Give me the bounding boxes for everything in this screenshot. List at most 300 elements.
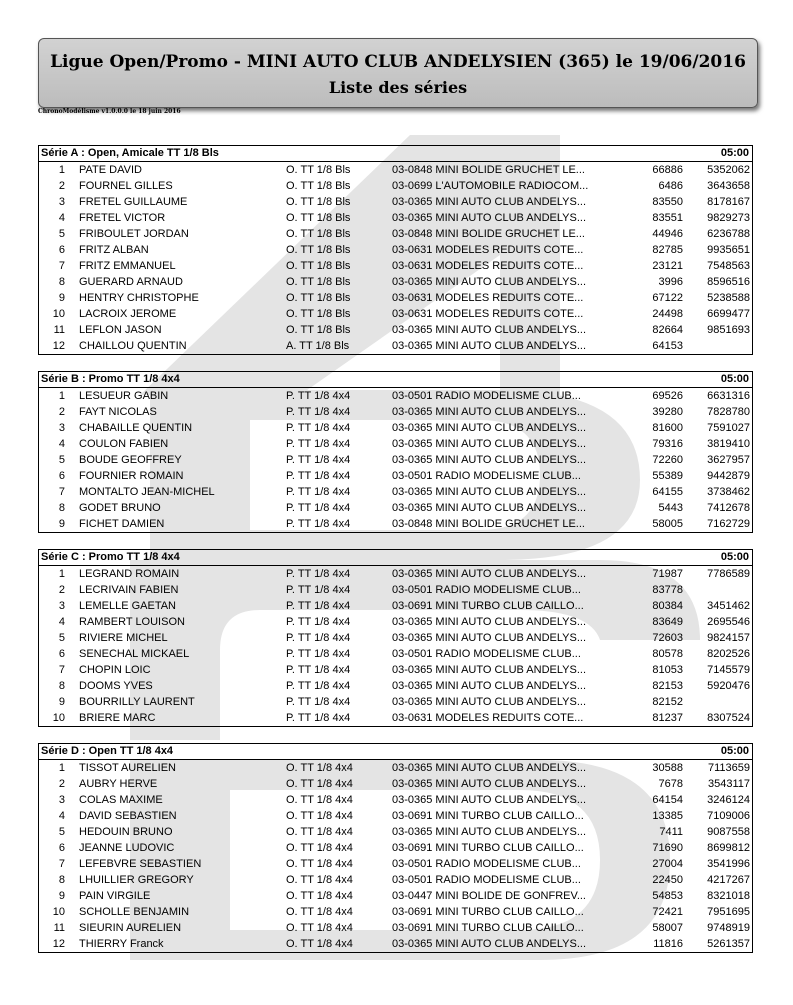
pilot-number: 1	[58, 762, 65, 774]
serie-table	[38, 549, 753, 727]
table-row	[39, 194, 752, 210]
transponder-number: 79316	[652, 438, 683, 450]
licence-number: 6699477	[707, 308, 750, 320]
transponder-number: 44946	[652, 228, 683, 240]
pilot-name: JEANNE LUDOVIC	[79, 842, 175, 854]
table-row	[39, 662, 752, 678]
pilot-number: 7	[58, 858, 65, 870]
serie-time: 05:00	[720, 373, 749, 385]
transponder-number: 83778	[652, 584, 683, 596]
pilot-name: MONTALTO JEAN-MICHEL	[79, 486, 215, 498]
pilot-category: O. TT 1/8 Bls	[286, 308, 351, 320]
table-row	[39, 856, 752, 872]
table-row	[39, 162, 752, 178]
pilot-number: 5	[58, 228, 65, 240]
pilot-category: P. TT 1/8 4x4	[286, 664, 351, 676]
pilot-name: PAIN VIRGILE	[79, 890, 151, 902]
transponder-number: 81237	[652, 712, 683, 724]
transponder-number: 82152	[652, 696, 683, 708]
pilot-category: O. TT 1/8 4x4	[286, 938, 353, 950]
transponder-number: 24498	[652, 308, 683, 320]
pilot-club: 03-0365 MINI AUTO CLUB ANDELYS...	[392, 454, 587, 466]
table-row	[39, 872, 752, 888]
pilot-club: 03-0501 RADIO MODELISME CLUB...	[392, 874, 581, 886]
pilot-number: 4	[58, 616, 65, 628]
pilot-name: DAVID SEBASTIEN	[79, 810, 177, 822]
table-row	[39, 306, 752, 322]
pilot-name: FOURNIER ROMAIN	[79, 470, 184, 482]
pilot-club: 03-0365 MINI AUTO CLUB ANDELYS...	[392, 616, 587, 628]
table-row	[39, 776, 752, 792]
pilot-number: 6	[58, 842, 65, 854]
transponder-number: 80384	[652, 600, 683, 612]
pilot-name: LESUEUR GABIN	[79, 390, 169, 402]
table-row	[39, 920, 752, 936]
pilot-category: P. TT 1/8 4x4	[286, 422, 351, 434]
pilot-name: TISSOT AURELIEN	[79, 762, 176, 774]
pilot-name: LEFLON JASON	[79, 324, 162, 336]
licence-number: 9935651	[707, 244, 750, 256]
table-row	[39, 840, 752, 856]
page-title: Ligue Open/Promo - MINI AUTO CLUB ANDELYSIEN (365) le 19/06/2016	[50, 52, 746, 72]
licence-number: 7548563	[707, 260, 750, 272]
pilot-category: O. TT 1/8 Bls	[286, 260, 351, 272]
pilot-name: FRITZ ALBAN	[79, 244, 149, 256]
pilot-club: 03-0501 RADIO MODELISME CLUB...	[392, 858, 581, 870]
pilot-name: BRIERE MARC	[79, 712, 156, 724]
serie-header	[39, 146, 752, 162]
pilot-club: 03-0365 MINI AUTO CLUB ANDELYS...	[392, 680, 587, 692]
pilot-name: RIVIERE MICHEL	[79, 632, 168, 644]
licence-number: 9824157	[707, 632, 750, 644]
serie-header	[39, 372, 752, 388]
pilot-category: P. TT 1/8 4x4	[286, 470, 351, 482]
table-row	[39, 500, 752, 516]
pilot-number: 5	[58, 454, 65, 466]
transponder-number: 39280	[652, 406, 683, 418]
pilot-category: P. TT 1/8 4x4	[286, 584, 351, 596]
licence-number: 5920476	[707, 680, 750, 692]
table-row	[39, 566, 752, 582]
pilot-number: 4	[58, 438, 65, 450]
pilot-club: 03-0631 MODELES REDUITS COTE...	[392, 260, 584, 272]
pilot-number: 3	[58, 600, 65, 612]
pilot-category: P. TT 1/8 4x4	[286, 486, 351, 498]
table-row	[39, 582, 752, 598]
pilot-number: 9	[58, 292, 65, 304]
table-row	[39, 808, 752, 824]
transponder-number: 82785	[652, 244, 683, 256]
licence-number: 3627957	[707, 454, 750, 466]
transponder-number: 82153	[652, 680, 683, 692]
transponder-number: 58005	[652, 518, 683, 530]
pilot-number: 3	[58, 794, 65, 806]
pilot-category: O. TT 1/8 Bls	[286, 212, 351, 224]
pilot-name: LEFEBVRE SEBASTIEN	[79, 858, 202, 870]
licence-number: 2695546	[707, 616, 750, 628]
pilot-club: 03-0365 MINI AUTO CLUB ANDELYS...	[392, 486, 587, 498]
pilot-club: 03-0447 MINI BOLIDE DE GONFREV...	[392, 890, 586, 902]
pilot-number: 10	[52, 906, 65, 918]
transponder-number: 69526	[652, 390, 683, 402]
transponder-number: 3996	[658, 276, 683, 288]
pilot-name: LHUILLIER GREGORY	[79, 874, 194, 886]
pilot-club: 03-0365 MINI AUTO CLUB ANDELYS...	[392, 276, 587, 288]
transponder-number: 83551	[652, 212, 683, 224]
pilot-number: 6	[58, 648, 65, 660]
pilot-name: BOURRILLY LAURENT	[79, 696, 195, 708]
table-row	[39, 888, 752, 904]
pilot-club: 03-0365 MINI AUTO CLUB ANDELYS...	[392, 438, 587, 450]
table-row	[39, 420, 752, 436]
pilot-category: O. TT 1/8 Bls	[286, 292, 351, 304]
transponder-number: 22450	[652, 874, 683, 886]
licence-number: 8596516	[707, 276, 750, 288]
pilot-club: 03-0365 MINI AUTO CLUB ANDELYS...	[392, 340, 587, 352]
pilot-category: O. TT 1/8 4x4	[286, 810, 353, 822]
page-subtitle: Liste des séries	[328, 78, 468, 97]
table-row	[39, 760, 752, 776]
pilot-name: SIEURIN AURELIEN	[79, 922, 182, 934]
transponder-number: 72421	[652, 906, 683, 918]
pilot-name: CHAILLOU QUENTIN	[79, 340, 187, 352]
pilot-category: O. TT 1/8 4x4	[286, 890, 353, 902]
transponder-number: 7411	[659, 826, 683, 838]
pilot-category: O. TT 1/8 Bls	[286, 324, 351, 336]
table-row	[39, 274, 752, 290]
licence-number: 9442879	[707, 470, 750, 482]
table-row	[39, 904, 752, 920]
pilot-category: O. TT 1/8 4x4	[286, 874, 353, 886]
pilot-club: 03-0365 MINI AUTO CLUB ANDELYS...	[392, 422, 587, 434]
pilot-category: P. TT 1/8 4x4	[286, 390, 351, 402]
pilot-club: 03-0365 MINI AUTO CLUB ANDELYS...	[392, 632, 587, 644]
pilot-category: O. TT 1/8 4x4	[286, 842, 353, 854]
pilot-name: FRITZ EMMANUEL	[79, 260, 176, 272]
pilot-club: 03-0365 MINI AUTO CLUB ANDELYS...	[392, 826, 587, 838]
pilot-name: BOUDE GEOFFREY	[79, 454, 182, 466]
pilot-number: 2	[58, 180, 65, 192]
pilot-name: SENECHAL MICKAEL	[79, 648, 190, 660]
pilot-club: 03-0365 MINI AUTO CLUB ANDELYS...	[392, 794, 587, 806]
pilot-club: 03-0631 MODELES REDUITS COTE...	[392, 292, 584, 304]
licence-number: 7113659	[707, 762, 750, 774]
pilot-category: P. TT 1/8 4x4	[286, 502, 351, 514]
pilot-club: 03-0365 MINI AUTO CLUB ANDELYS...	[392, 778, 587, 790]
table-row	[39, 824, 752, 840]
table-row	[39, 630, 752, 646]
pilot-name: COULON FABIEN	[79, 438, 169, 450]
pilot-number: 10	[52, 308, 65, 320]
transponder-number: 7678	[658, 778, 683, 790]
licence-number: 5261357	[707, 938, 750, 950]
licence-number: 7109006	[707, 810, 750, 822]
pilot-number: 4	[58, 810, 65, 822]
pilot-name: SCHOLLE BENJAMIN	[79, 906, 190, 918]
table-row	[39, 322, 752, 338]
licence-number: 7591027	[707, 422, 750, 434]
table-row	[39, 242, 752, 258]
pilot-name: DOOMS YVES	[79, 680, 153, 692]
transponder-number: 55389	[652, 470, 683, 482]
pilot-number: 7	[58, 260, 65, 272]
pilot-number: 12	[52, 938, 65, 950]
pilot-club: 03-0365 MINI AUTO CLUB ANDELYS...	[392, 568, 587, 580]
pilot-name: LACROIX JEROME	[79, 308, 177, 320]
pilot-category: O. TT 1/8 4x4	[286, 794, 353, 806]
table-row	[39, 226, 752, 242]
transponder-number: 81053	[652, 664, 683, 676]
table-row	[39, 694, 752, 710]
table-row	[39, 598, 752, 614]
transponder-number: 5443	[658, 502, 683, 514]
table-row	[39, 646, 752, 662]
table-row	[39, 484, 752, 500]
pilot-number: 1	[58, 568, 65, 580]
pilot-name: AUBRY HERVE	[79, 778, 158, 790]
pilot-category: O. TT 1/8 Bls	[286, 228, 351, 240]
pilot-name: LEGRAND ROMAIN	[79, 568, 180, 580]
pilot-club: 03-0631 MODELES REDUITS COTE...	[392, 244, 584, 256]
pilot-club: 03-0365 MINI AUTO CLUB ANDELYS...	[392, 406, 587, 418]
pilot-name: HENTRY CHRISTOPHE	[79, 292, 199, 304]
software-version: ChronoModélisme v1.0.0.0 le 18 juin 2016	[38, 108, 181, 115]
table-row	[39, 210, 752, 226]
table-row	[39, 516, 752, 532]
licence-number: 6631316	[707, 390, 750, 402]
pilot-name: GUERARD ARNAUD	[79, 276, 183, 288]
pilot-number: 7	[58, 664, 65, 676]
table-row	[39, 388, 752, 404]
pilot-number: 1	[58, 164, 65, 176]
transponder-number: 71690	[652, 842, 683, 854]
licence-number: 8321018	[707, 890, 750, 902]
transponder-number: 81600	[652, 422, 683, 434]
table-row	[39, 678, 752, 694]
serie-table	[38, 145, 753, 355]
pilot-club: 03-0691 MINI TURBO CLUB CAILLO...	[392, 810, 584, 822]
licence-number: 7412678	[707, 502, 750, 514]
pilot-club: 03-0501 RADIO MODELISME CLUB...	[392, 390, 581, 402]
licence-number: 8699812	[707, 842, 750, 854]
serie-title: Série B : Promo TT 1/8 4x4	[41, 373, 180, 385]
pilot-club: 03-0699 L'AUTOMOBILE RADIOCOM...	[392, 180, 589, 192]
table-row	[39, 452, 752, 468]
licence-number: 7786589	[707, 568, 750, 580]
pilot-number: 8	[58, 874, 65, 886]
pilot-club: 03-0365 MINI AUTO CLUB ANDELYS...	[392, 196, 587, 208]
licence-number: 7145579	[707, 664, 750, 676]
pilot-number: 2	[58, 778, 65, 790]
pilot-number: 8	[58, 276, 65, 288]
page-header	[38, 38, 758, 108]
transponder-number: 6486	[658, 180, 683, 192]
pilot-number: 3	[58, 196, 65, 208]
pilot-name: LEMELLE GAETAN	[79, 600, 176, 612]
pilot-category: P. TT 1/8 4x4	[286, 696, 351, 708]
table-row	[39, 936, 752, 952]
transponder-number: 13385	[652, 810, 683, 822]
pilot-name: PATE DAVID	[79, 164, 142, 176]
pilot-category: P. TT 1/8 4x4	[286, 568, 351, 580]
pilot-category: P. TT 1/8 4x4	[286, 680, 351, 692]
pilot-category: P. TT 1/8 4x4	[286, 712, 351, 724]
serie-time: 05:00	[720, 745, 749, 757]
table-row	[39, 290, 752, 306]
serie-header	[39, 550, 752, 566]
pilot-number: 8	[58, 680, 65, 692]
licence-number: 9851693	[707, 324, 750, 336]
pilot-number: 7	[58, 486, 65, 498]
table-row	[39, 338, 752, 354]
transponder-number: 54853	[652, 890, 683, 902]
pilot-category: A. TT 1/8 Bls	[286, 340, 350, 352]
licence-number: 3246124	[707, 794, 750, 806]
licence-number: 7951695	[707, 906, 750, 918]
pilot-club: 03-0691 MINI TURBO CLUB CAILLO...	[392, 906, 584, 918]
pilot-category: O. TT 1/8 Bls	[286, 196, 351, 208]
pilot-number: 12	[52, 340, 65, 352]
table-row	[39, 710, 752, 726]
pilot-club: 03-0365 MINI AUTO CLUB ANDELYS...	[392, 212, 587, 224]
licence-number: 8202526	[707, 648, 750, 660]
licence-number: 9829273	[707, 212, 750, 224]
pilot-number: 1	[58, 390, 65, 402]
licence-number: 3819410	[707, 438, 750, 450]
licence-number: 3451462	[707, 600, 750, 612]
pilot-category: O. TT 1/8 4x4	[286, 762, 353, 774]
pilot-category: P. TT 1/8 4x4	[286, 648, 351, 660]
licence-number: 5352062	[707, 164, 750, 176]
pilot-category: P. TT 1/8 4x4	[286, 518, 351, 530]
transponder-number: 71987	[652, 568, 683, 580]
pilot-club: 03-0365 MINI AUTO CLUB ANDELYS...	[392, 664, 587, 676]
serie-title: Série C : Promo TT 1/8 4x4	[41, 551, 180, 563]
serie-header	[39, 744, 752, 760]
pilot-name: RAMBERT LOUISON	[79, 616, 185, 628]
licence-number: 7162729	[707, 518, 750, 530]
licence-number: 4217267	[707, 874, 750, 886]
transponder-number: 23121	[652, 260, 683, 272]
pilot-category: O. TT 1/8 4x4	[286, 906, 353, 918]
pilot-number: 11	[53, 324, 65, 336]
pilot-number: 10	[52, 712, 65, 724]
pilot-category: P. TT 1/8 4x4	[286, 406, 351, 418]
pilot-name: FRETEL GUILLAUME	[79, 196, 188, 208]
licence-number: 9087558	[707, 826, 750, 838]
pilot-name: HEDOUIN BRUNO	[79, 826, 173, 838]
pilot-number: 9	[58, 890, 65, 902]
pilot-number: 5	[58, 632, 65, 644]
transponder-number: 64155	[652, 486, 683, 498]
pilot-club: 03-0365 MINI AUTO CLUB ANDELYS...	[392, 502, 587, 514]
transponder-number: 58007	[652, 922, 683, 934]
pilot-category: O. TT 1/8 4x4	[286, 778, 353, 790]
licence-number: 9748919	[707, 922, 750, 934]
serie-time: 05:00	[720, 147, 749, 159]
pilot-club: 03-0691 MINI TURBO CLUB CAILLO...	[392, 922, 584, 934]
transponder-number: 72260	[652, 454, 683, 466]
pilot-category: P. TT 1/8 4x4	[286, 632, 351, 644]
table-row	[39, 404, 752, 420]
pilot-name: GODET BRUNO	[79, 502, 161, 514]
pilot-club: 03-0365 MINI AUTO CLUB ANDELYS...	[392, 696, 587, 708]
pilot-name: FRIBOULET JORDAN	[79, 228, 189, 240]
pilot-name: THIERRY Franck	[79, 938, 164, 950]
table-row	[39, 258, 752, 274]
transponder-number: 27004	[652, 858, 683, 870]
pilot-club: 03-0501 RADIO MODELISME CLUB...	[392, 470, 581, 482]
pilot-club: 03-0848 MINI BOLIDE GRUCHET LE...	[392, 228, 585, 240]
pilot-club: 03-0365 MINI AUTO CLUB ANDELYS...	[392, 938, 587, 950]
pilot-club: 03-0631 MODELES REDUITS COTE...	[392, 712, 584, 724]
transponder-number: 64154	[652, 794, 683, 806]
transponder-number: 72603	[652, 632, 683, 644]
pilot-club: 03-0631 MODELES REDUITS COTE...	[392, 308, 584, 320]
pilot-number: 11	[53, 922, 65, 934]
pilot-number: 2	[58, 584, 65, 596]
transponder-number: 67122	[652, 292, 683, 304]
serie-time: 05:00	[720, 551, 749, 563]
transponder-number: 11816	[653, 938, 683, 950]
pilot-number: 9	[58, 518, 65, 530]
pilot-category: P. TT 1/8 4x4	[286, 616, 351, 628]
licence-number: 3543117	[707, 778, 750, 790]
pilot-category: P. TT 1/8 4x4	[286, 600, 351, 612]
pilot-club: 03-0691 MINI TURBO CLUB CAILLO...	[392, 842, 584, 854]
pilot-name: CHABAILLE QUENTIN	[79, 422, 193, 434]
pilot-club: 03-0501 RADIO MODELISME CLUB...	[392, 584, 581, 596]
pilot-club: 03-0501 RADIO MODELISME CLUB...	[392, 648, 581, 660]
pilot-number: 2	[58, 406, 65, 418]
pilot-category: P. TT 1/8 4x4	[286, 438, 351, 450]
pilot-name: FOURNEL GILLES	[79, 180, 173, 192]
pilot-name: FRETEL VICTOR	[79, 212, 166, 224]
licence-number: 6236788	[707, 228, 750, 240]
licence-number: 3541996	[707, 858, 750, 870]
transponder-number: 66886	[652, 164, 683, 176]
pilot-number: 4	[58, 212, 65, 224]
pilot-club: 03-0365 MINI AUTO CLUB ANDELYS...	[392, 324, 587, 336]
pilot-number: 3	[58, 422, 65, 434]
pilot-category: O. TT 1/8 Bls	[286, 164, 351, 176]
pilot-number: 8	[58, 502, 65, 514]
pilot-number: 9	[58, 696, 65, 708]
pilot-number: 6	[58, 244, 65, 256]
serie-table	[38, 371, 753, 533]
pilot-club: 03-0848 MINI BOLIDE GRUCHET LE...	[392, 518, 585, 530]
pilot-name: COLAS MAXIME	[79, 794, 163, 806]
licence-number: 8178167	[707, 196, 750, 208]
pilot-club: 03-0848 MINI BOLIDE GRUCHET LE...	[392, 164, 585, 176]
licence-number: 7828780	[707, 406, 750, 418]
licence-number: 3738462	[707, 486, 750, 498]
transponder-number: 80578	[652, 648, 683, 660]
pilot-category: O. TT 1/8 Bls	[286, 276, 351, 288]
serie-title: Série D : Open TT 1/8 4x4	[41, 745, 174, 757]
transponder-number: 64153	[652, 340, 683, 352]
pilot-category: O. TT 1/8 Bls	[286, 180, 351, 192]
pilot-category: O. TT 1/8 4x4	[286, 922, 353, 934]
transponder-number: 30588	[652, 762, 683, 774]
serie-table	[38, 743, 753, 953]
table-row	[39, 436, 752, 452]
pilot-club: 03-0365 MINI AUTO CLUB ANDELYS...	[392, 762, 587, 774]
pilot-category: O. TT 1/8 4x4	[286, 826, 353, 838]
pilot-name: FAYT NICOLAS	[79, 406, 157, 418]
pilot-name: CHOPIN LOIC	[79, 664, 151, 676]
pilot-category: O. TT 1/8 Bls	[286, 244, 351, 256]
